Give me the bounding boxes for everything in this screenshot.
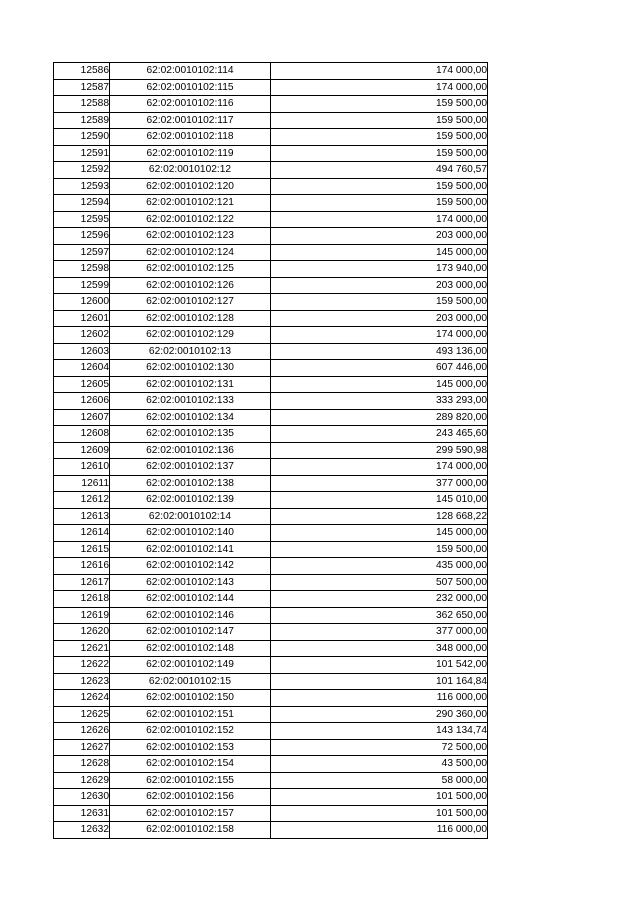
row-number-cell: 12600 (54, 294, 110, 311)
table-row (54, 376, 488, 393)
table-row (54, 129, 488, 146)
table-row (54, 409, 488, 426)
cadastral-number-cell: 62:02:0010102:138 (110, 475, 271, 492)
cadastral-value-cell: 607 446,00 (271, 360, 488, 377)
cadastral-value-cell: 101 164,84 (271, 673, 488, 690)
cadastral-number-cell: 62:02:0010102:136 (110, 442, 271, 459)
cadastral-number-cell: 62:02:0010102:155 (110, 772, 271, 789)
cadastral-number-cell: 62:02:0010102:131 (110, 376, 271, 393)
cadastral-value-cell: 289 820,00 (271, 409, 488, 426)
cadastral-number-cell: 62:02:0010102:117 (110, 112, 271, 129)
cadastral-value-cell: 203 000,00 (271, 228, 488, 245)
table-row (54, 640, 488, 657)
cadastral-number-cell: 62:02:0010102:158 (110, 822, 271, 839)
cadastral-number-cell: 62:02:0010102:152 (110, 723, 271, 740)
cadastral-number-cell: 62:02:0010102:151 (110, 706, 271, 723)
table-row (54, 294, 488, 311)
cadastral-value-cell: 116 000,00 (271, 822, 488, 839)
row-number-cell: 12609 (54, 442, 110, 459)
row-number-cell: 12615 (54, 541, 110, 558)
row-number-cell: 12631 (54, 805, 110, 822)
cadastral-number-cell: 62:02:0010102:115 (110, 79, 271, 96)
cadastral-number-cell: 62:02:0010102:130 (110, 360, 271, 377)
table-row (54, 459, 488, 476)
table-row (54, 789, 488, 806)
cadastral-value-cell: 159 500,00 (271, 129, 488, 146)
row-number-cell: 12586 (54, 63, 110, 80)
row-number-cell: 12613 (54, 508, 110, 525)
cadastral-number-cell: 62:02:0010102:140 (110, 525, 271, 542)
row-number-cell: 12599 (54, 277, 110, 294)
table-row (54, 574, 488, 591)
row-number-cell: 12612 (54, 492, 110, 509)
table-row (54, 805, 488, 822)
cadastral-number-cell: 62:02:0010102:137 (110, 459, 271, 476)
cadastral-value-cell: 159 500,00 (271, 145, 488, 162)
table-row (54, 591, 488, 608)
table-row (54, 343, 488, 360)
table-row (54, 525, 488, 542)
cadastral-value-cell: 145 000,00 (271, 376, 488, 393)
table-row (54, 426, 488, 443)
cadastral-number-cell: 62:02:0010102:12 (110, 162, 271, 179)
cadastral-number-cell: 62:02:0010102:149 (110, 657, 271, 674)
cadastral-number-cell: 62:02:0010102:126 (110, 277, 271, 294)
cadastral-number-cell: 62:02:0010102:15 (110, 673, 271, 690)
cadastral-number-cell: 62:02:0010102:127 (110, 294, 271, 311)
cadastral-number-cell: 62:02:0010102:14 (110, 508, 271, 525)
row-number-cell: 12626 (54, 723, 110, 740)
row-number-cell: 12632 (54, 822, 110, 839)
cadastral-value-cell: 72 500,00 (271, 739, 488, 756)
cadastral-number-cell: 62:02:0010102:120 (110, 178, 271, 195)
cadastral-value-cell: 174 000,00 (271, 459, 488, 476)
table-row (54, 228, 488, 245)
table-row (54, 327, 488, 344)
row-number-cell: 12602 (54, 327, 110, 344)
cadastral-value-cell: 174 000,00 (271, 211, 488, 228)
cadastral-value-cell: 159 500,00 (271, 112, 488, 129)
cadastral-number-cell: 62:02:0010102:147 (110, 624, 271, 641)
cadastral-number-cell: 62:02:0010102:133 (110, 393, 271, 410)
cadastral-number-cell: 62:02:0010102:129 (110, 327, 271, 344)
row-number-cell: 12591 (54, 145, 110, 162)
cadastral-number-cell: 62:02:0010102:116 (110, 96, 271, 113)
row-number-cell: 12617 (54, 574, 110, 591)
cadastral-number-cell: 62:02:0010102:121 (110, 195, 271, 212)
table-row (54, 624, 488, 641)
cadastral-number-cell: 62:02:0010102:154 (110, 756, 271, 773)
table-row (54, 96, 488, 113)
cadastral-value-cell: 145 000,00 (271, 525, 488, 542)
table-row (54, 63, 488, 80)
cadastral-number-cell: 62:02:0010102:124 (110, 244, 271, 261)
table-row (54, 492, 488, 509)
cadastral-value-cell: 159 500,00 (271, 178, 488, 195)
cadastral-value-cell: 174 000,00 (271, 63, 488, 80)
table-body (54, 63, 488, 839)
table-row (54, 706, 488, 723)
row-number-cell: 12625 (54, 706, 110, 723)
cadastral-number-cell: 62:02:0010102:13 (110, 343, 271, 360)
cadastral-number-cell: 62:02:0010102:125 (110, 261, 271, 278)
table-row (54, 162, 488, 179)
table-row (54, 673, 488, 690)
cadastral-value-cell: 494 760,57 (271, 162, 488, 179)
cadastral-value-cell: 333 293,00 (271, 393, 488, 410)
cadastral-number-cell: 62:02:0010102:148 (110, 640, 271, 657)
cadastral-value-cell: 493 136,00 (271, 343, 488, 360)
table-row (54, 822, 488, 839)
table-row (54, 723, 488, 740)
cadastral-value-cell: 243 465,60 (271, 426, 488, 443)
row-number-cell: 12596 (54, 228, 110, 245)
cadastral-value-cell: 43 500,00 (271, 756, 488, 773)
row-number-cell: 12618 (54, 591, 110, 608)
cadastral-number-cell: 62:02:0010102:122 (110, 211, 271, 228)
cadastral-value-cell: 58 000,00 (271, 772, 488, 789)
cadastral-value-cell: 435 000,00 (271, 558, 488, 575)
cadastral-number-cell: 62:02:0010102:157 (110, 805, 271, 822)
cadastral-value-cell: 299 590,98 (271, 442, 488, 459)
table-row (54, 195, 488, 212)
row-number-cell: 12623 (54, 673, 110, 690)
table-row (54, 756, 488, 773)
cadastral-number-cell: 62:02:0010102:150 (110, 690, 271, 707)
row-number-cell: 12587 (54, 79, 110, 96)
row-number-cell: 12619 (54, 607, 110, 624)
cadastral-number-cell: 62:02:0010102:139 (110, 492, 271, 509)
row-number-cell: 12592 (54, 162, 110, 179)
row-number-cell: 12607 (54, 409, 110, 426)
cadastral-value-cell: 101 500,00 (271, 789, 488, 806)
cadastral-value-cell: 232 000,00 (271, 591, 488, 608)
cadastral-number-cell: 62:02:0010102:134 (110, 409, 271, 426)
table-row (54, 178, 488, 195)
row-number-cell: 12608 (54, 426, 110, 443)
cadastral-number-cell: 62:02:0010102:128 (110, 310, 271, 327)
row-number-cell: 12605 (54, 376, 110, 393)
row-number-cell: 12624 (54, 690, 110, 707)
cadastral-value-cell: 159 500,00 (271, 541, 488, 558)
row-number-cell: 12611 (54, 475, 110, 492)
row-number-cell: 12621 (54, 640, 110, 657)
cadastral-value-cell: 290 360,00 (271, 706, 488, 723)
row-number-cell: 12620 (54, 624, 110, 641)
table-row (54, 261, 488, 278)
row-number-cell: 12604 (54, 360, 110, 377)
cadastral-value-cell: 159 500,00 (271, 195, 488, 212)
cadastral-value-cell: 143 134,74 (271, 723, 488, 740)
cadastral-value-cell: 507 500,00 (271, 574, 488, 591)
cadastral-value-cell: 377 000,00 (271, 475, 488, 492)
table-row (54, 690, 488, 707)
row-number-cell: 12629 (54, 772, 110, 789)
row-number-cell: 12590 (54, 129, 110, 146)
cadastral-number-cell: 62:02:0010102:153 (110, 739, 271, 756)
cadastral-value-cell: 348 000,00 (271, 640, 488, 657)
row-number-cell: 12601 (54, 310, 110, 327)
row-number-cell: 12610 (54, 459, 110, 476)
cadastral-number-cell: 62:02:0010102:146 (110, 607, 271, 624)
table-row (54, 657, 488, 674)
row-number-cell: 12630 (54, 789, 110, 806)
cadastral-number-cell: 62:02:0010102:156 (110, 789, 271, 806)
row-number-cell: 12628 (54, 756, 110, 773)
table-row (54, 541, 488, 558)
row-number-cell: 12588 (54, 96, 110, 113)
row-number-cell: 12597 (54, 244, 110, 261)
cadastral-value-cell: 377 000,00 (271, 624, 488, 641)
row-number-cell: 12616 (54, 558, 110, 575)
table-row (54, 393, 488, 410)
table-row (54, 310, 488, 327)
cadastral-value-cell: 159 500,00 (271, 294, 488, 311)
table-row (54, 442, 488, 459)
row-number-cell: 12614 (54, 525, 110, 542)
cadastral-number-cell: 62:02:0010102:123 (110, 228, 271, 245)
cadastral-number-cell: 62:02:0010102:135 (110, 426, 271, 443)
table-row (54, 772, 488, 789)
table-row (54, 277, 488, 294)
row-number-cell: 12627 (54, 739, 110, 756)
cadastral-value-cell: 145 010,00 (271, 492, 488, 509)
cadastral-number-cell: 62:02:0010102:142 (110, 558, 271, 575)
cadastral-value-cell: 203 000,00 (271, 277, 488, 294)
table-row (54, 508, 488, 525)
cadastral-number-cell: 62:02:0010102:119 (110, 145, 271, 162)
row-number-cell: 12606 (54, 393, 110, 410)
cadastral-value-cell: 203 000,00 (271, 310, 488, 327)
row-number-cell: 12598 (54, 261, 110, 278)
cadastral-value-cell: 116 000,00 (271, 690, 488, 707)
cadastral-value-cell: 145 000,00 (271, 244, 488, 261)
table-row (54, 79, 488, 96)
cadastral-value-cell: 173 940,00 (271, 261, 488, 278)
row-number-cell: 12593 (54, 178, 110, 195)
row-number-cell: 12589 (54, 112, 110, 129)
cadastral-number-cell: 62:02:0010102:141 (110, 541, 271, 558)
row-number-cell: 12595 (54, 211, 110, 228)
table-row (54, 360, 488, 377)
table-row (54, 558, 488, 575)
cadastral-value-cell: 362 650,00 (271, 607, 488, 624)
cadastral-value-cell: 174 000,00 (271, 327, 488, 344)
cadastral-value-table (53, 62, 488, 839)
table-row (54, 607, 488, 624)
cadastral-value-cell: 174 000,00 (271, 79, 488, 96)
cadastral-number-cell: 62:02:0010102:114 (110, 63, 271, 80)
row-number-cell: 12622 (54, 657, 110, 674)
cadastral-number-cell: 62:02:0010102:143 (110, 574, 271, 591)
table-row (54, 211, 488, 228)
cadastral-number-cell: 62:02:0010102:144 (110, 591, 271, 608)
table-row (54, 739, 488, 756)
cadastral-value-cell: 128 668,22 (271, 508, 488, 525)
row-number-cell: 12603 (54, 343, 110, 360)
table-row (54, 475, 488, 492)
cadastral-value-cell: 101 500,00 (271, 805, 488, 822)
table-row (54, 112, 488, 129)
cadastral-value-cell: 159 500,00 (271, 96, 488, 113)
cadastral-number-cell: 62:02:0010102:118 (110, 129, 271, 146)
table-row (54, 145, 488, 162)
cadastral-value-cell: 101 542,00 (271, 657, 488, 674)
row-number-cell: 12594 (54, 195, 110, 212)
table-row (54, 244, 488, 261)
